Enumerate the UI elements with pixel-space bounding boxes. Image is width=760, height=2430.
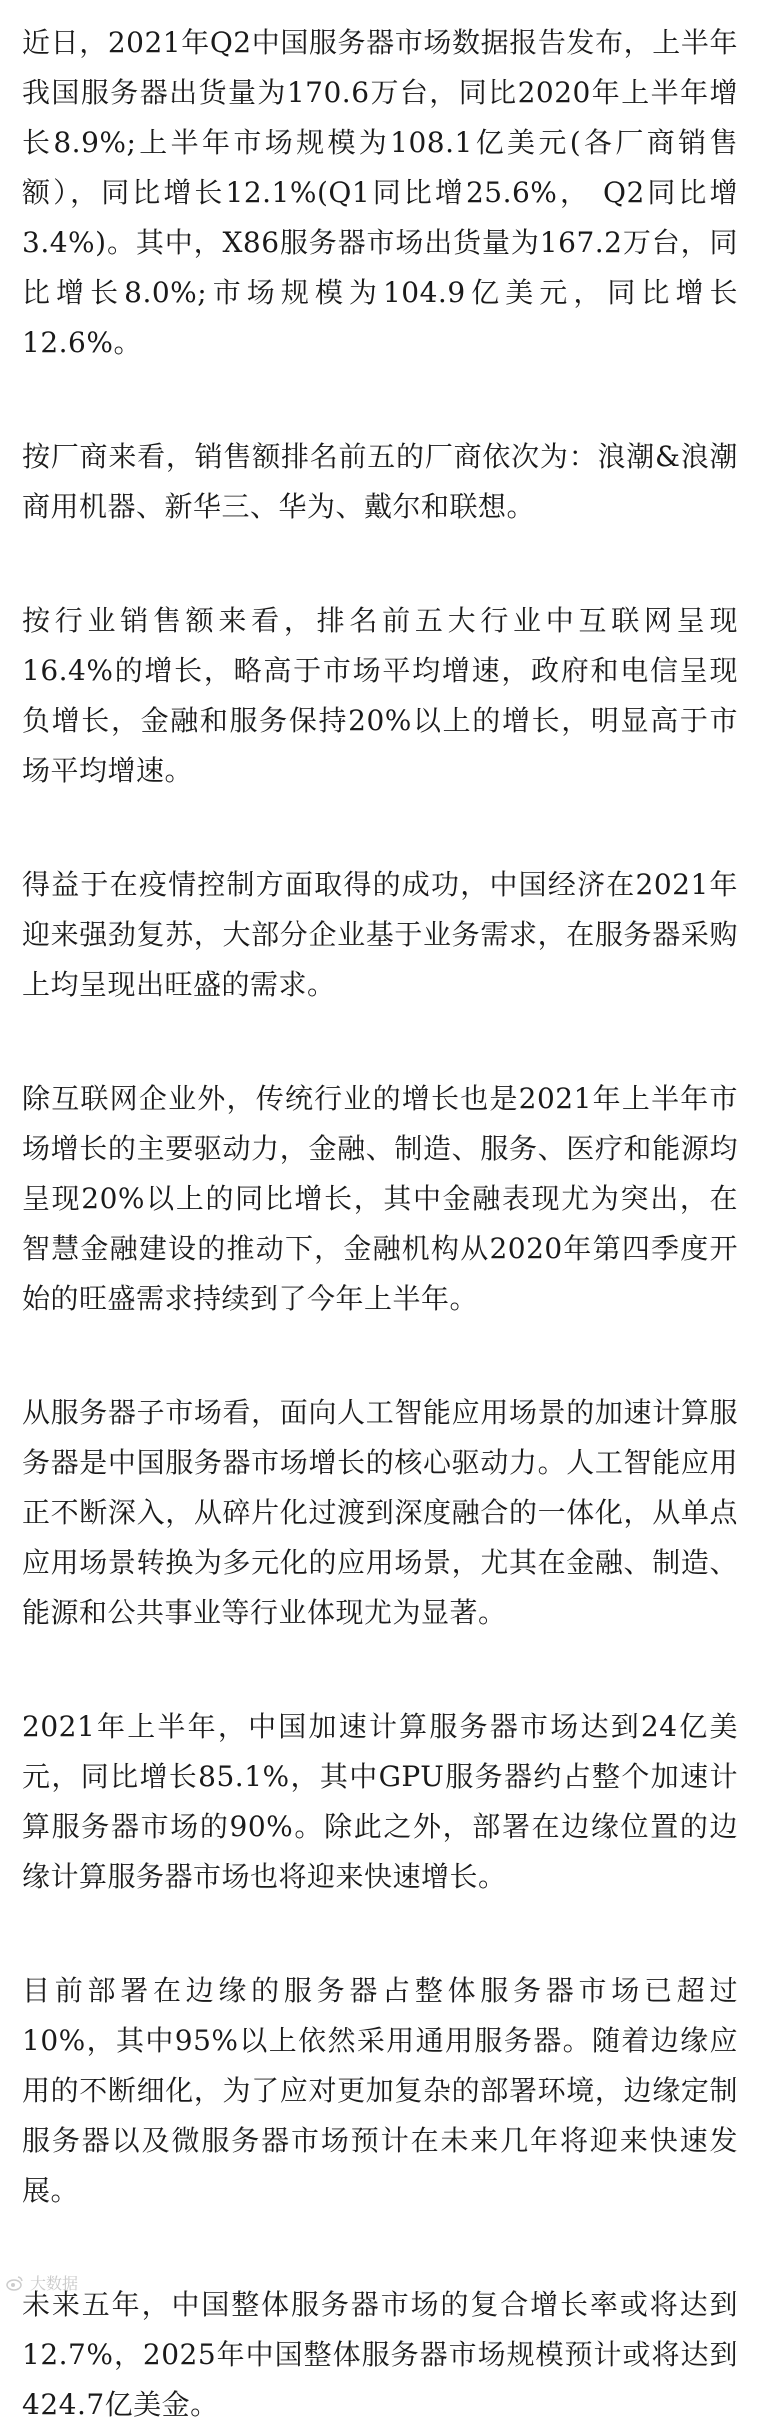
paragraph-6: 从服务器子市场看，面向人工智能应用场景的加速计算服务器是中国服务器市场增长的核心驱动力。人工智能应用正不断深入，从碎片化过渡到深度融合的一体化，从单点应用场景转换为多元化的应用场景，尤其在金融、制造、能源和公共事业等行业体现尤为显著。 [22, 1396, 738, 1629]
watermark-text: 大数据 [30, 2274, 79, 2293]
weibo-icon [6, 2274, 24, 2292]
paragraph-8: 目前部署在边缘的服务器占整体服务器市场已超过10%，其中95%以上依然采用通用服务器。随着边缘应用的不断细化，为了应对更加复杂的部署环境，边缘定制服务器以及微服务器市场预计在未来几年将迎来快速发展。 [22, 1974, 738, 2207]
paragraph-1: 近日，2021年Q2中国服务器市场数据报告发布，上半年我国服务器出货量为170.6万台，同比2020年上半年增长8.9%;上半年市场规模为108.1亿美元(各厂商销售额），同比增长12.1%(Q1同比增25.6%， Q2同比增3.4%)。其中，X86服务器市场出货量为167.2万台，同比增长8.0%;市场规模为104.9亿美元，同比增长12.6%。 [22, 26, 738, 359]
paragraph-2: 按厂商来看，销售额排名前五的厂商依次为：浪潮&浪潮商用机器、新华三、华为、戴尔和联想。 [22, 440, 738, 523]
paragraph-9: 未来五年，中国整体服务器市场的复合增长率或将达到12.7%，2025年中国整体服务器市场规模预计或将达到424.7亿美金。 [22, 2288, 738, 2421]
article-body [22, 18, 738, 2430]
paragraph-5: 除互联网企业外，传统行业的增长也是2021年上半年市场增长的主要驱动力，金融、制造、服务、医疗和能源均呈现20%以上的同比增长，其中金融表现尤为突出，在智慧金融建设的推动下，金融机构从2020年第四季度开始的旺盛需求持续到了今年上半年。 [22, 1082, 738, 1315]
paragraph-7: 2021年上半年，中国加速计算服务器市场达到24亿美元，同比增长85.1%，其中GPU服务器约占整个加速计算服务器市场的90%。除此之外，部署在边缘位置的边缘计算服务器市场也将迎来快速增长。 [22, 1710, 738, 1893]
watermark [6, 2271, 78, 2294]
paragraph-3: 按行业销售额来看，排名前五大行业中互联网呈现16.4%的增长，略高于市场平均增速，政府和电信呈现负增长，金融和服务保持20%以上的增长，明显高于市场平均增速。 [22, 604, 738, 787]
paragraph-4: 得益于在疫情控制方面取得的成功，中国经济在2021年迎来强劲复苏，大部分企业基于业务需求，在服务器采购上均呈现出旺盛的需求。 [22, 868, 738, 1001]
